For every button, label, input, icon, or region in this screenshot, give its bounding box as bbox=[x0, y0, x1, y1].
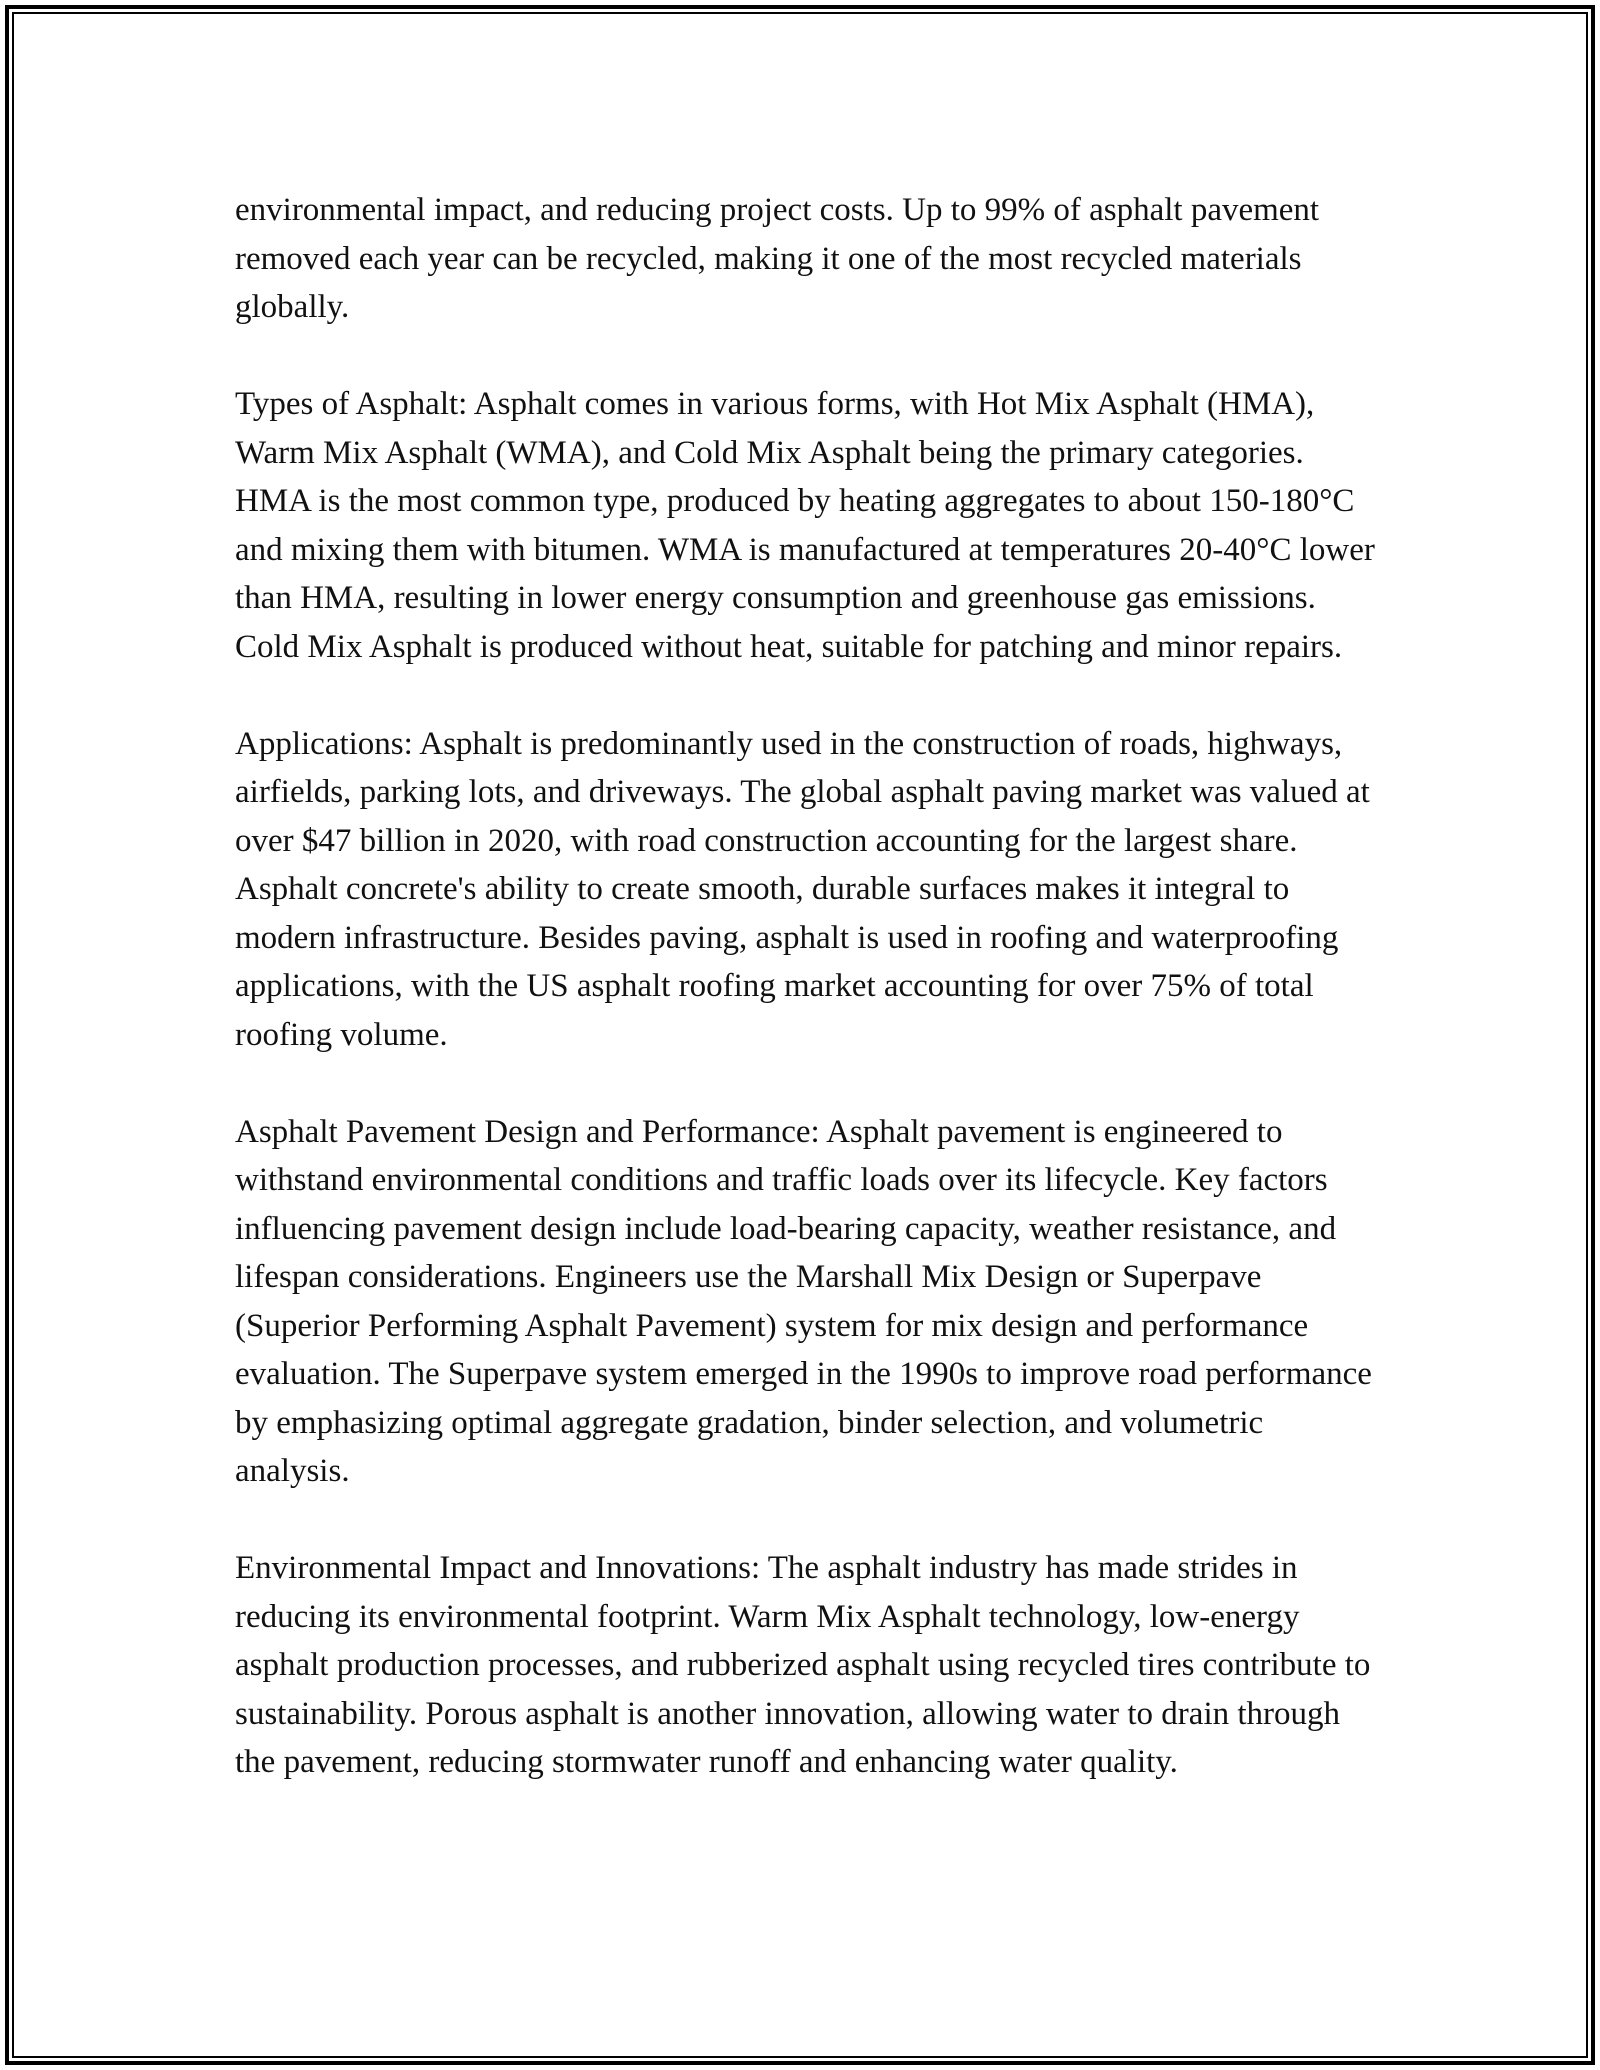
document-body bbox=[235, 186, 1385, 1787]
paragraph-recycling: environmental impact, and reducing project costs. Up to 99% of asphalt pavement removed each year can be recycled, making it one of the most recycled materials globally. bbox=[235, 192, 1320, 325]
paragraph-types-of-asphalt: Types of Asphalt: Asphalt comes in various forms, with Hot Mix Asphalt (HMA), Warm Mix Asphalt (WMA), and Cold Mix Asphalt being the primary categories. HMA is the most common type, produced by heating aggregates to about 150-180°C and mixing them with bitumen. WMA is manufactured at temperatures 20-40°C lower than HMA, resulting in lower energy consumption and greenhouse gas emissions. Cold Mix Asphalt is produced without heat, suitable for patching and minor repairs. bbox=[235, 386, 1375, 665]
paragraph-applications: Applications: Asphalt is predominantly used in the construction of roads, highways, airfields, parking lots, and driveways. The global asphalt paving market was valued at over $47 billion in 2020, with road construction accounting for the largest share. Asphalt concrete's ability to create smooth, durable surfaces makes it integral to modern infrastructure. Besides paving, asphalt is used in roofing and waterproofing applications, with the US asphalt roofing market accounting for over 75% of total roofing volume. bbox=[235, 725, 1370, 1053]
paragraph-pavement-design: Asphalt Pavement Design and Performance: Asphalt pavement is engineered to withstand environmental conditions and traffic loads over its lifecycle. Key factors influencing pavement design include load-bearing capacity, weather resistance, and lifespan considerations. Engineers use the Marshall Mix Design or Superpave (Superior Performing Asphalt Pavement) system for mix design and performance evaluation. The Superpave system emerged in the 1990s to improve road performance by emphasizing optimal aggregate gradation, binder selection, and volumetric analysis. bbox=[235, 1113, 1372, 1489]
paragraph-environmental-impact: Environmental Impact and Innovations: The asphalt industry has made strides in reducing its environmental footprint. Warm Mix Asphalt technology, low-energy asphalt production processes, and rubberized asphalt using recycled tires contribute to sustainability. Porous asphalt is another innovation, allowing water to drain through the pavement, reducing stormwater runoff and enhancing water quality. bbox=[235, 1550, 1371, 1780]
